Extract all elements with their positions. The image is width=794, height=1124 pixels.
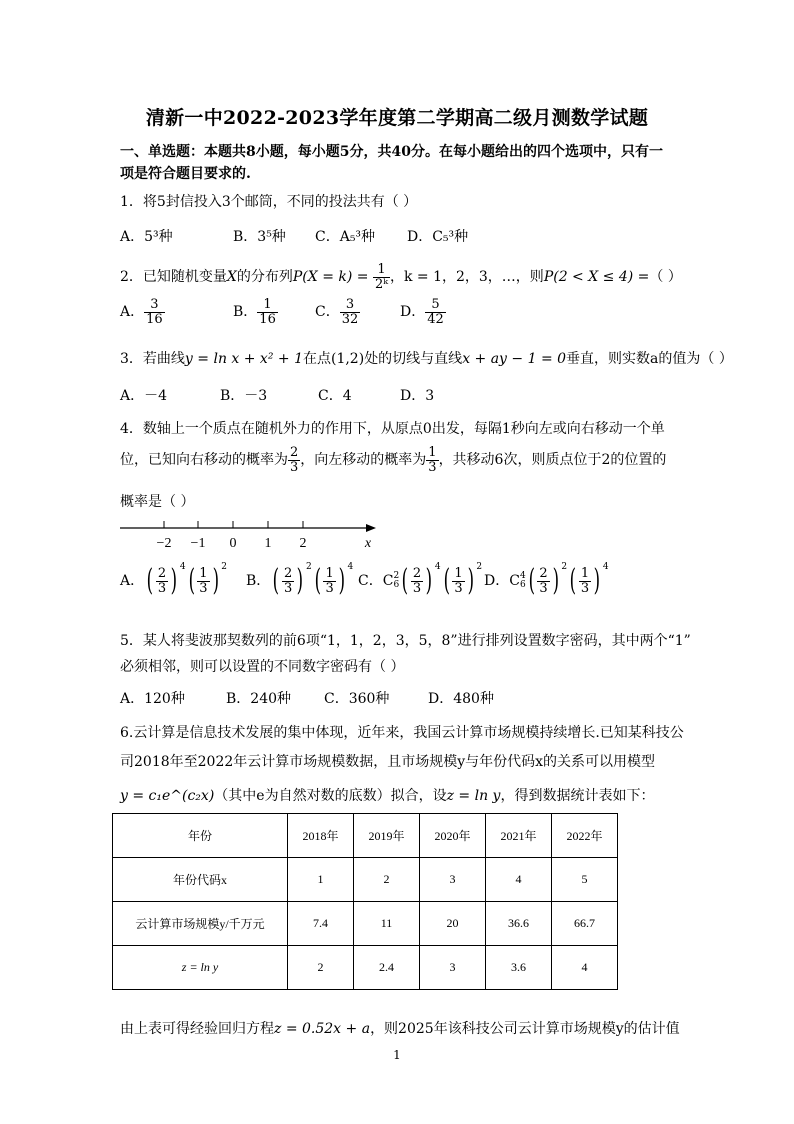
table-cell: 2 [288, 946, 354, 990]
tick-label: 2 [299, 536, 307, 551]
q4-option-c: C．C 2 6 ( $\frac{2}{3}$ ) $^4$( $\frac{1}{3}$ ) $^2$ [358, 562, 483, 598]
table-cell: 2.4 [354, 946, 420, 990]
q2-option-b: B． $\frac{1}{16}$ [233, 297, 276, 327]
tick-label: 1 [264, 536, 272, 551]
table-cell: 4 [486, 858, 552, 902]
table-cell: 7.4 [288, 902, 354, 946]
table-cell: 3.6 [486, 946, 552, 990]
axis-variable-label: x [364, 536, 372, 551]
q5-option-d: D．480种 [428, 691, 494, 707]
q1-option-c: C．A₅³种 [315, 229, 376, 245]
table-cell: 3 [420, 946, 486, 990]
q3-option-a: A．－4 [120, 388, 168, 404]
table-cell: 3 [420, 858, 486, 902]
q2-option-a: A． $\frac{3}{16}$ [120, 297, 163, 327]
q3-option-c: C．4 [318, 388, 352, 404]
section-heading-line1: 一、单选题：本题共8小题，每小题5分，共40分。在每小题给出的四个选项中，只有一 [120, 144, 663, 160]
data-table [112, 813, 618, 990]
table-cell: 年份代码x [113, 858, 288, 902]
tick-label: −1 [190, 536, 206, 551]
table-cell: 云计算市场规模y/千万元 [113, 902, 288, 946]
number-line-diagram [118, 516, 388, 552]
q2-option-c: C． $\frac{3}{32}$ [315, 297, 359, 327]
table-cell: 11 [354, 902, 420, 946]
table-row [113, 902, 618, 946]
table-header-cell: 2018年 [288, 814, 354, 858]
q5-line1: 5．某人将斐波那契数列的前6项“1，1，2，3，5，8”进行排列设置数字密码，其中两个“1” [120, 633, 691, 649]
section-heading-line2: 项是符合题目要求的. [120, 166, 251, 182]
table-header-cell: 2020年 [420, 814, 486, 858]
exam-title: 清新一中2022-2023学年度第二学期高二级月测数学试题 [145, 107, 649, 129]
q2-text: 2．已知随机变量X的分布列P(X = k) = $\frac{1}{\text{2ᵏ}}$ ，k = 1，2，3，…，则P(2 < X ≤ 4) =（ ） [120, 262, 682, 292]
q6-line2: 司2018年至2022年云计算市场规模数据，且市场规模y与年份代码x的关系可以用模型 [120, 754, 656, 770]
table-cell: 66.7 [552, 902, 618, 946]
q2-pmf-fraction: $\frac{1}{\text{2ᵏ}}$ [374, 262, 388, 292]
q1-option-d: D．C₅³种 [407, 229, 469, 245]
table-cell: 36.6 [486, 902, 552, 946]
q3-option-d: D．3 [400, 388, 435, 404]
table-row [113, 858, 618, 902]
q4-line1: 4．数轴上一个质点在随机外力的作用下，从原点0出发，每隔1秒向左或向右移动一个单 [120, 421, 665, 437]
table-cell: 5 [552, 858, 618, 902]
table-header-cell: 2022年 [552, 814, 618, 858]
q6-line4: 由上表可得经验回归方程z = 0.52x + a，则2025年该科技公司云计算市场规模y的估计值 [120, 1021, 680, 1037]
q5-option-b: B．240种 [226, 691, 292, 707]
table-header-cell: 年份 [113, 814, 288, 858]
q5-option-a: A．120种 [120, 691, 185, 707]
q4-line2: 位，已知向右移动的概率为 $\frac{2}{3}$ ，向左移动的概率为 $\frac{1}{3}$ ，共移动6次，则质点位于2的位置的 [120, 445, 667, 475]
tick-label: 0 [229, 536, 237, 551]
table-header-cell: 2021年 [486, 814, 552, 858]
table-cell: 4 [552, 946, 618, 990]
table-cell: 2 [354, 858, 420, 902]
table-cell: z = ln y [113, 946, 288, 990]
q1-option-a: A．5³种 [120, 229, 173, 245]
q1-text: 1．将5封信投入3个邮筒，不同的投法共有（ ） [120, 194, 418, 210]
q4-option-a: A．( $\frac{2}{3}$ ) $^4$( $\frac{1}{3}$ ) $^2$ [120, 562, 228, 598]
table-row [113, 946, 618, 990]
q5-option-c: C．360种 [324, 691, 390, 707]
q1-option-b: B．3⁵种 [233, 229, 286, 245]
q5-line2: 必须相邻，则可以设置的不同数字密码有（ ） [120, 659, 405, 675]
page-number: 1 [393, 1048, 401, 1062]
q6-line3: y = c₁e^(c₂x)（其中e为自然对数的底数）拟合，设z = ln y，得到数据统计表如下： [120, 788, 655, 804]
q6-line1: 6.云计算是信息技术发展的集中体现，近年来，我国云计算市场规模持续增长.已知某科技公 [120, 725, 684, 741]
q4-option-d: D．C 4 6 ( $\frac{2}{3}$ ) $^2$( $\frac{1}{3}$ ) $^4$ [484, 562, 609, 598]
q2-option-d: D． $\frac{5}{42}$ [400, 297, 444, 327]
q4-line3: 概率是（ ） [120, 494, 195, 510]
q4-option-b: B．( $\frac{2}{3}$ ) $^2$( $\frac{1}{3}$ ) $^4$ [246, 562, 354, 598]
q3-text: 3．若曲线y = ln x + x² + 1在点(1,2)处的切线与直线x + ay − 1 = 0垂直，则实数a的值为（ ） [120, 351, 733, 367]
q3-option-b: B．－3 [220, 388, 268, 404]
table-header-cell: 2019年 [354, 814, 420, 858]
tick-label: −2 [156, 536, 172, 551]
table-cell: 20 [420, 902, 486, 946]
table-header-row [113, 814, 618, 858]
table-cell: 1 [288, 858, 354, 902]
